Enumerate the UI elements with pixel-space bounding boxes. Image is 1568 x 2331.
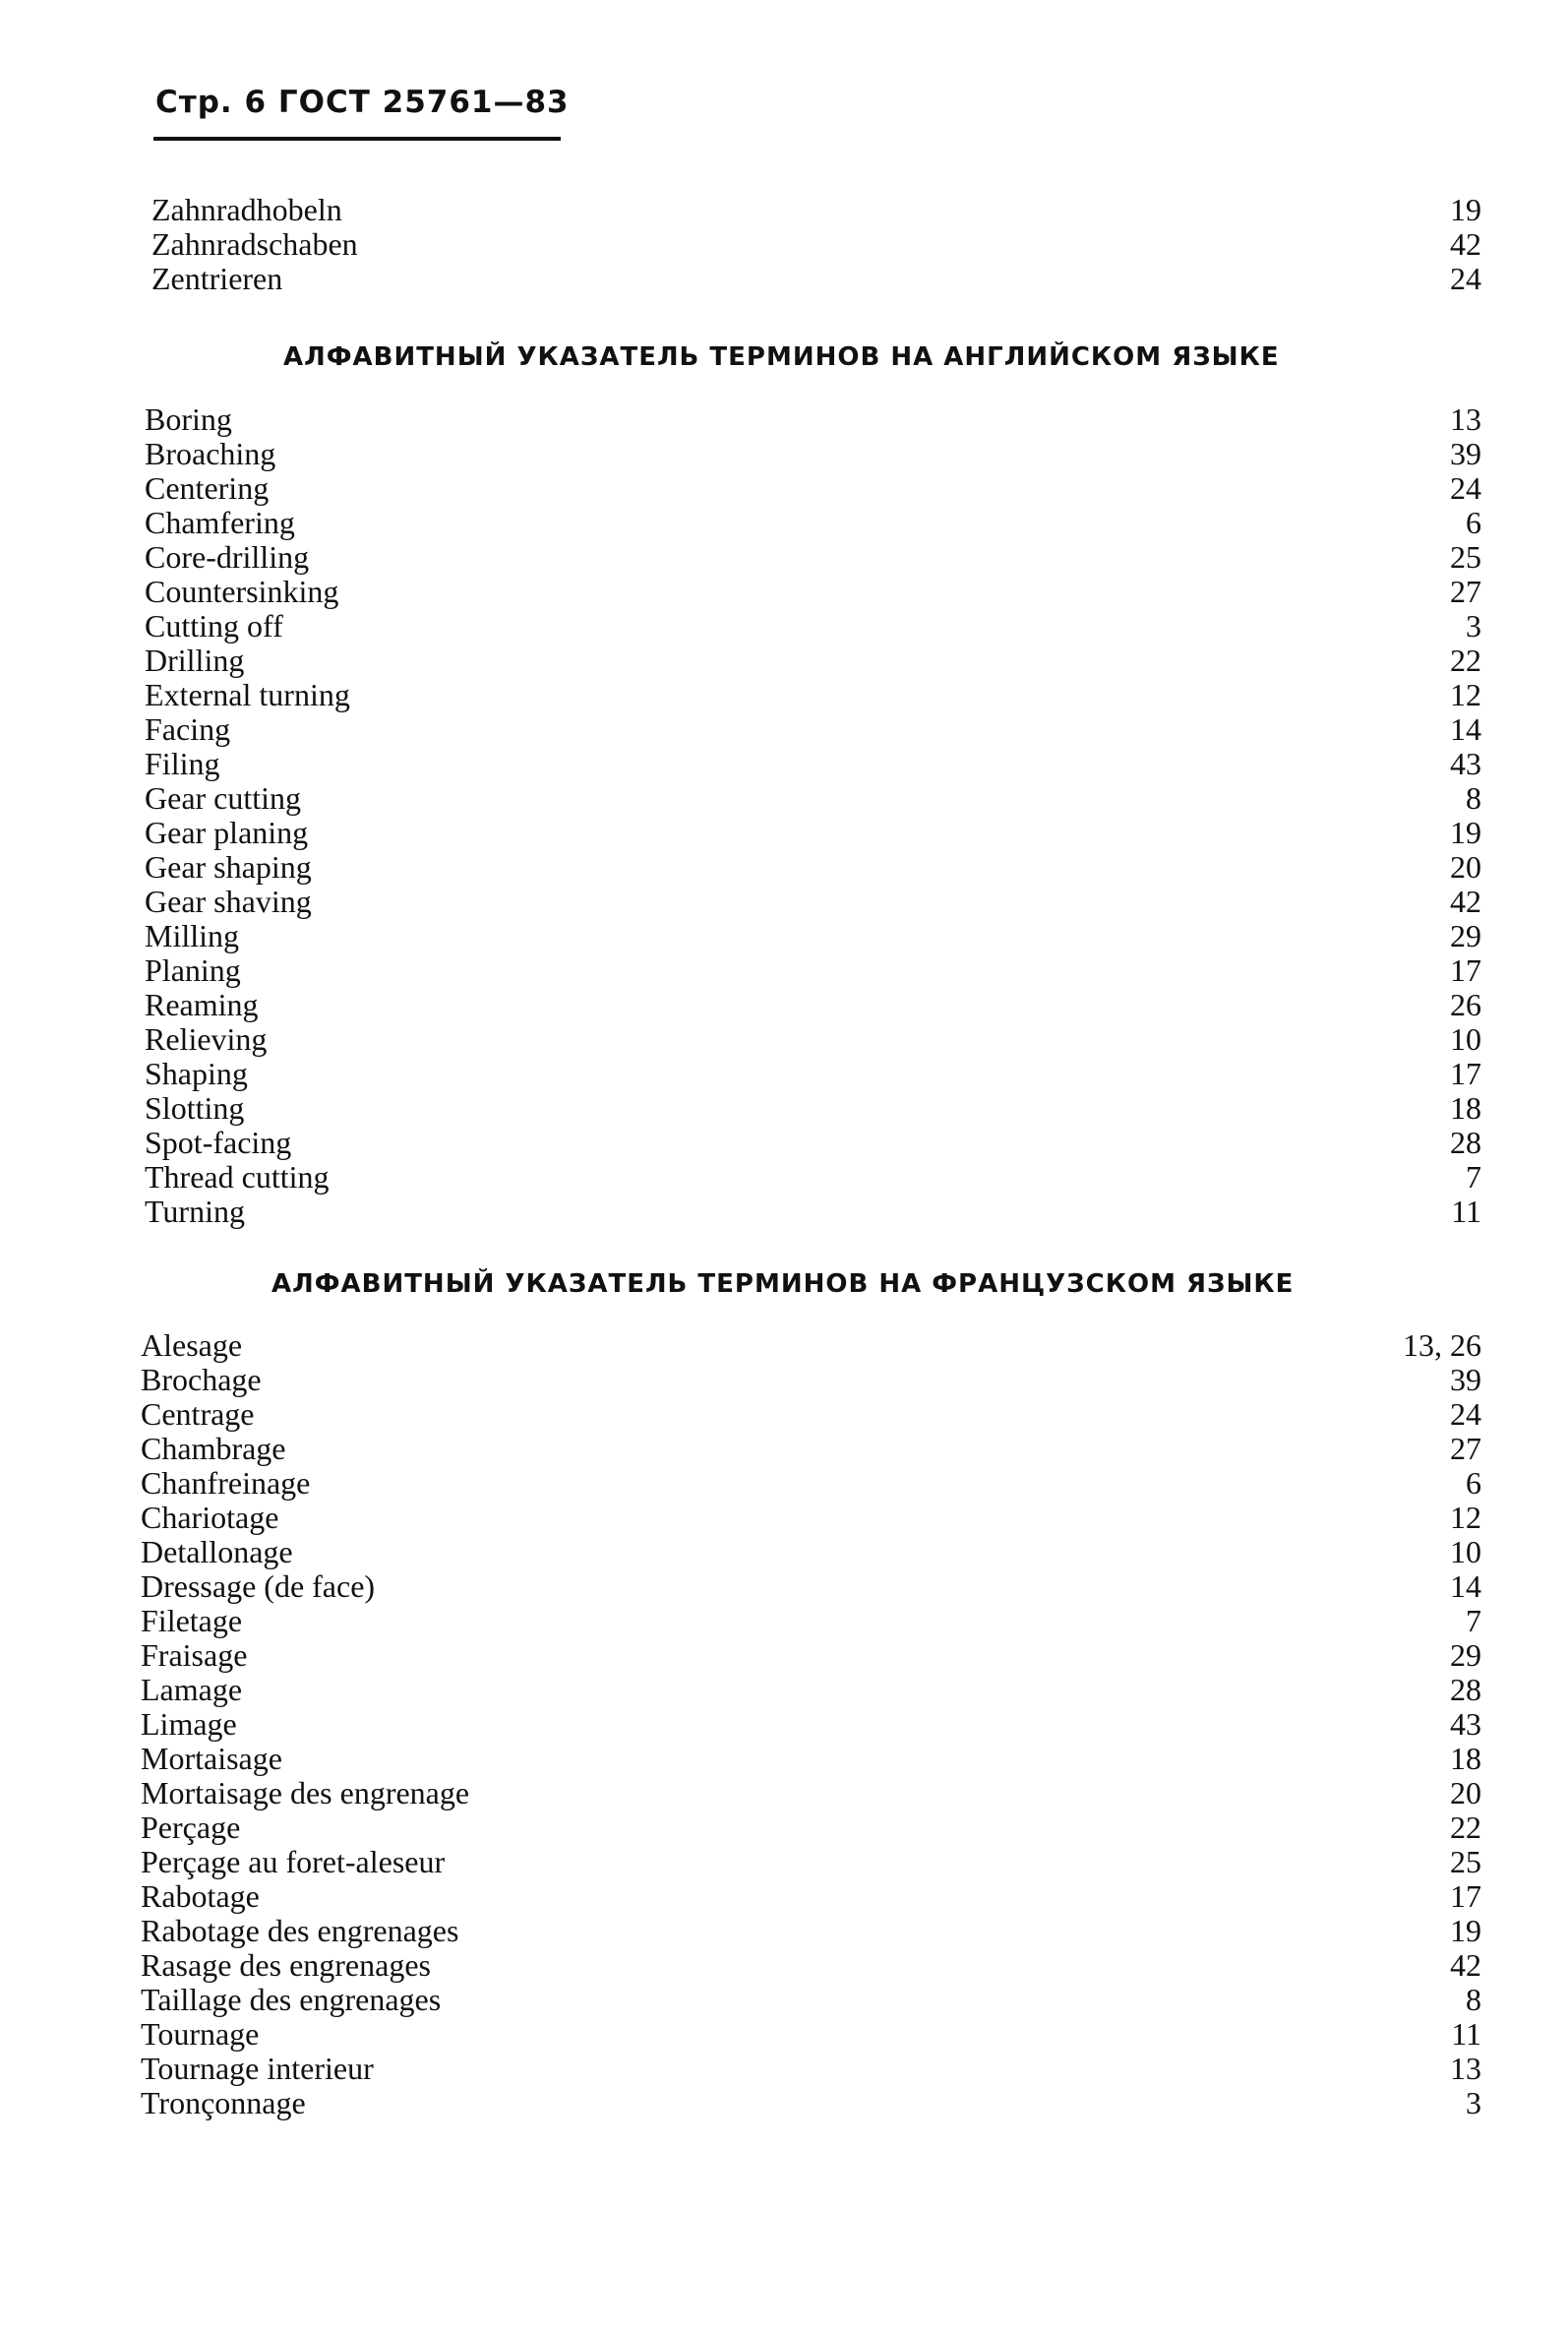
index-term: Filing <box>145 746 220 781</box>
index-term: Chamfering <box>145 505 295 540</box>
index-reference-number: 17 <box>1450 1878 1481 1914</box>
index-term: Core-drilling <box>145 539 310 575</box>
index-entry <box>145 678 1481 712</box>
index-term: Relieving <box>145 1021 268 1057</box>
index-term: Centering <box>145 470 270 506</box>
index-reference-number: 13, 26 <box>1403 1327 1481 1363</box>
index-term: Milling <box>145 918 240 953</box>
index-term: Zentrieren <box>151 261 283 296</box>
index-entry <box>145 712 1481 747</box>
index-entry <box>145 575 1481 609</box>
index-entry <box>145 781 1481 816</box>
index-entry <box>145 885 1481 919</box>
index-term: Tournage <box>141 2016 260 2052</box>
index-reference-number: 8 <box>1466 1982 1481 2017</box>
page-header: Стр. 6 ГОСТ 25761—83 <box>155 85 570 120</box>
index-reference-number: 42 <box>1450 1947 1481 1983</box>
english-index-list <box>145 402 1481 1229</box>
index-reference-number: 39 <box>1450 436 1481 471</box>
index-term: Mortaisage des engrenage <box>141 1775 470 1810</box>
index-entry <box>141 1948 1481 1983</box>
index-term: Slotting <box>145 1090 245 1126</box>
index-term: Chariotage <box>141 1500 279 1535</box>
index-entry <box>145 953 1481 988</box>
index-term: Thread cutting <box>145 1159 330 1195</box>
index-reference-number: 22 <box>1450 1810 1481 1845</box>
index-reference-number: 3 <box>1466 2085 1481 2120</box>
index-reference-number: 20 <box>1450 849 1481 885</box>
index-reference-number: 10 <box>1450 1021 1481 1057</box>
index-reference-number: 7 <box>1466 1159 1481 1195</box>
index-entry <box>145 1160 1481 1195</box>
index-entry <box>145 1126 1481 1160</box>
index-reference-number: 3 <box>1466 608 1481 644</box>
index-entry <box>141 1501 1481 1535</box>
index-entry <box>145 747 1481 781</box>
index-term: Tournage interieur <box>141 2051 374 2086</box>
index-entry <box>141 1328 1481 1363</box>
index-reference-number: 25 <box>1450 1844 1481 1879</box>
index-entry <box>141 1535 1481 1569</box>
index-reference-number: 24 <box>1450 470 1481 506</box>
french-index-heading: АЛФАВИТНЫЙ УКАЗАТЕЛЬ ТЕРМИНОВ НА ФРАНЦУЗСКОМ ЯЗЫКЕ <box>271 1269 1295 1299</box>
index-term: Limage <box>141 1706 237 1742</box>
index-entry <box>141 1776 1481 1810</box>
index-term: Gear planing <box>145 815 309 850</box>
index-term: Gear cutting <box>145 780 302 816</box>
index-term: Facing <box>145 711 231 747</box>
index-reference-number: 26 <box>1450 987 1481 1022</box>
index-term: Rabotage des engrenages <box>141 1913 459 1948</box>
index-reference-number: 43 <box>1450 746 1481 781</box>
index-term: Chanfreinage <box>141 1465 311 1501</box>
index-term: Boring <box>145 401 232 437</box>
index-reference-number: 7 <box>1466 1603 1481 1638</box>
index-reference-number: 20 <box>1450 1775 1481 1810</box>
index-term: Brochage <box>141 1362 262 1397</box>
index-entry <box>145 1091 1481 1126</box>
index-reference-number: 24 <box>1450 261 1481 296</box>
index-entry <box>145 506 1481 540</box>
index-entry <box>145 644 1481 678</box>
index-entry <box>141 1569 1481 1604</box>
index-entry <box>145 609 1481 644</box>
index-reference-number: 39 <box>1450 1362 1481 1397</box>
index-term: Drilling <box>145 643 245 678</box>
index-reference-number: 6 <box>1466 505 1481 540</box>
index-reference-number: 6 <box>1466 1465 1481 1501</box>
index-entry <box>145 540 1481 575</box>
index-term: Gear shaping <box>145 849 312 885</box>
index-reference-number: 28 <box>1450 1125 1481 1160</box>
index-entry <box>141 1983 1481 2017</box>
index-reference-number: 12 <box>1450 1500 1481 1535</box>
index-term: Fraisage <box>141 1637 248 1673</box>
index-term: Perçage <box>141 1810 241 1845</box>
index-entry <box>145 1195 1481 1229</box>
index-term: Planing <box>145 952 241 988</box>
index-reference-number: 28 <box>1450 1672 1481 1707</box>
index-entry <box>141 1810 1481 1845</box>
index-term: Chambrage <box>141 1431 286 1466</box>
index-entry <box>141 1742 1481 1776</box>
index-reference-number: 18 <box>1450 1090 1481 1126</box>
index-term: Spot-facing <box>145 1125 292 1160</box>
index-entry <box>145 850 1481 885</box>
index-entry <box>141 1638 1481 1673</box>
index-reference-number: 17 <box>1450 952 1481 988</box>
index-reference-number: 13 <box>1450 401 1481 437</box>
index-term: Gear shaving <box>145 884 312 919</box>
index-entry <box>141 2052 1481 2086</box>
index-entry <box>141 2017 1481 2052</box>
index-term: Zahnradschaben <box>151 226 358 262</box>
index-reference-number: 19 <box>1450 192 1481 227</box>
index-entry <box>145 919 1481 953</box>
english-index-heading: АЛФАВИТНЫЙ УКАЗАТЕЛЬ ТЕРМИНОВ НА АНГЛИЙСКОМ ЯЗЫКЕ <box>283 342 1280 372</box>
index-entry <box>145 1057 1481 1091</box>
index-reference-number: 22 <box>1450 643 1481 678</box>
index-reference-number: 10 <box>1450 1534 1481 1569</box>
header-rule <box>153 137 561 141</box>
index-reference-number: 14 <box>1450 711 1481 747</box>
index-reference-number: 25 <box>1450 539 1481 575</box>
index-reference-number: 14 <box>1450 1568 1481 1604</box>
index-term: Countersinking <box>145 574 339 609</box>
index-reference-number: 19 <box>1450 1913 1481 1948</box>
index-entry <box>141 1845 1481 1879</box>
index-reference-number: 27 <box>1450 1431 1481 1466</box>
index-term: Shaping <box>145 1056 248 1091</box>
index-term: External turning <box>145 677 350 712</box>
index-reference-number: 42 <box>1450 226 1481 262</box>
index-reference-number: 13 <box>1450 2051 1481 2086</box>
index-term: Mortaisage <box>141 1741 282 1776</box>
index-entry <box>145 437 1481 471</box>
index-reference-number: 29 <box>1450 918 1481 953</box>
index-reference-number: 12 <box>1450 677 1481 712</box>
index-reference-number: 29 <box>1450 1637 1481 1673</box>
index-term: Zahnradhobeln <box>151 192 342 227</box>
index-reference-number: 11 <box>1451 2016 1481 2052</box>
index-entry <box>141 1673 1481 1707</box>
index-entry <box>141 1604 1481 1638</box>
index-entry <box>151 193 1481 227</box>
index-term: Cutting off <box>145 608 283 644</box>
index-entry <box>141 1432 1481 1466</box>
index-entry <box>145 402 1481 437</box>
index-entry <box>145 471 1481 506</box>
index-term: Rasage des engrenages <box>141 1947 431 1983</box>
index-entry <box>141 2086 1481 2120</box>
french-index-list <box>141 1328 1481 2120</box>
index-entry <box>145 988 1481 1022</box>
index-term: Lamage <box>141 1672 243 1707</box>
index-term: Tronçonnage <box>141 2085 306 2120</box>
index-term: Taillage des engrenages <box>141 1982 442 2017</box>
index-term: Alesage <box>141 1327 243 1363</box>
index-entry <box>141 1879 1481 1914</box>
index-reference-number: 43 <box>1450 1706 1481 1742</box>
index-reference-number: 8 <box>1466 780 1481 816</box>
index-entry <box>145 1022 1481 1057</box>
index-term: Detallonage <box>141 1534 293 1569</box>
index-reference-number: 17 <box>1450 1056 1481 1091</box>
index-entry <box>141 1707 1481 1742</box>
index-reference-number: 27 <box>1450 574 1481 609</box>
index-reference-number: 42 <box>1450 884 1481 919</box>
index-term: Broaching <box>145 436 276 471</box>
index-term: Dressage (de face) <box>141 1568 376 1604</box>
index-entry <box>141 1363 1481 1397</box>
index-term: Turning <box>145 1194 245 1229</box>
index-entry <box>151 227 1481 262</box>
index-term: Rabotage <box>141 1878 260 1914</box>
index-reference-number: 24 <box>1450 1396 1481 1432</box>
index-term: Filetage <box>141 1603 243 1638</box>
index-entry <box>151 262 1481 296</box>
index-entry <box>141 1466 1481 1501</box>
index-term: Centrage <box>141 1396 255 1432</box>
index-entry <box>141 1914 1481 1948</box>
index-reference-number: 19 <box>1450 815 1481 850</box>
index-term: Perçage au foret-aleseur <box>141 1844 446 1879</box>
german-index-tail <box>151 193 1481 296</box>
index-reference-number: 18 <box>1450 1741 1481 1776</box>
index-entry <box>141 1397 1481 1432</box>
index-entry <box>145 816 1481 850</box>
index-term: Reaming <box>145 987 259 1022</box>
index-reference-number: 11 <box>1451 1194 1481 1229</box>
